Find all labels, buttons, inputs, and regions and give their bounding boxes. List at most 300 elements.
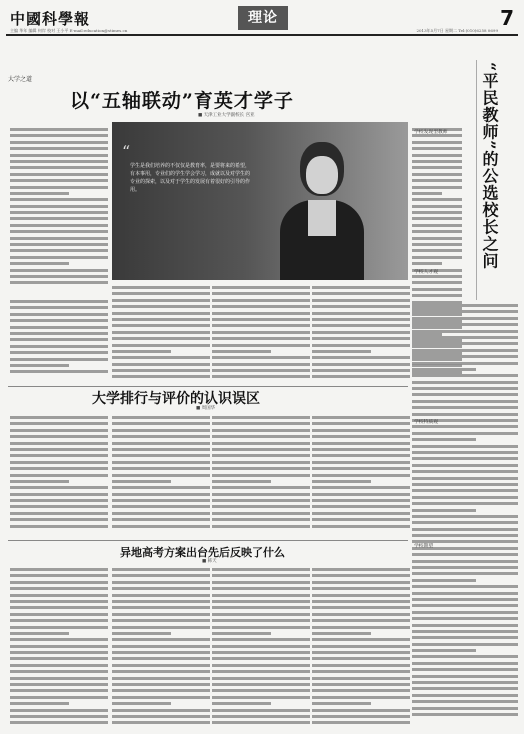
text-line — [412, 585, 518, 588]
text-line — [412, 502, 518, 505]
text-line — [212, 337, 310, 340]
text-line — [412, 636, 518, 639]
text-line — [10, 677, 108, 680]
text-line — [412, 349, 518, 352]
section-divider — [8, 386, 408, 387]
text-line — [412, 700, 518, 703]
text-line — [212, 505, 310, 508]
text-line — [10, 664, 108, 667]
text-line — [10, 651, 108, 654]
text-line — [10, 370, 108, 373]
text-line — [112, 318, 210, 321]
text-line — [212, 324, 310, 327]
text-line — [112, 350, 171, 353]
text-line — [112, 689, 210, 692]
text-line — [112, 568, 210, 571]
text-line — [412, 387, 518, 390]
text-line — [10, 657, 108, 660]
text-line — [212, 709, 310, 712]
newspaper-title: 中國科學報 — [10, 10, 91, 28]
text-line — [10, 683, 108, 686]
text-line — [10, 313, 108, 316]
text-line — [412, 205, 462, 208]
text-line — [312, 305, 410, 308]
text-line — [312, 499, 410, 502]
text-line — [212, 677, 310, 680]
text-line — [10, 581, 108, 584]
text-line — [112, 632, 171, 635]
text-line — [412, 592, 518, 595]
text-line — [10, 319, 108, 322]
second-text-column-1 — [10, 416, 108, 536]
text-line — [412, 198, 462, 201]
text-line — [10, 217, 108, 220]
text-line — [212, 518, 310, 521]
text-line — [312, 350, 371, 353]
text-line — [10, 518, 108, 521]
text-line — [312, 651, 410, 654]
text-line — [412, 310, 518, 313]
text-line — [112, 594, 210, 597]
third-headline: 异地高考方案出台先后反映了什么 — [120, 546, 285, 559]
text-line — [112, 613, 210, 616]
text-line — [112, 344, 210, 347]
text-line — [412, 294, 462, 297]
text-line — [412, 224, 462, 227]
text-line — [412, 342, 518, 345]
text-line — [112, 696, 210, 699]
text-line — [10, 486, 108, 489]
text-line — [112, 606, 210, 609]
text-line — [212, 587, 310, 590]
side-subhead-3: 学校特质观 — [414, 420, 438, 425]
text-line — [412, 323, 518, 326]
text-line — [212, 493, 310, 496]
text-line — [112, 422, 210, 425]
text-line — [212, 721, 310, 724]
text-line — [10, 512, 108, 515]
text-line — [10, 499, 108, 502]
text-line — [312, 461, 410, 464]
text-line — [10, 568, 108, 571]
text-line — [10, 364, 69, 367]
text-line — [212, 512, 310, 515]
text-line — [312, 448, 410, 451]
text-line — [10, 689, 108, 692]
text-line — [10, 632, 69, 635]
text-line — [10, 493, 108, 496]
section-divider-2 — [8, 540, 408, 541]
text-line — [212, 448, 310, 451]
text-line — [412, 483, 518, 486]
text-line — [112, 600, 210, 603]
text-line — [112, 581, 210, 584]
text-line — [412, 655, 518, 658]
text-line — [10, 594, 108, 597]
text-line — [112, 657, 210, 660]
second-text-column-2 — [112, 416, 210, 536]
text-line — [412, 243, 462, 246]
text-line — [10, 709, 108, 712]
text-line — [10, 243, 108, 246]
side-subhead-1: 学校发现型教师 — [414, 130, 448, 135]
text-line — [112, 587, 210, 590]
text-line — [312, 594, 410, 597]
text-line — [212, 606, 310, 609]
text-line — [112, 369, 210, 372]
text-line — [212, 312, 310, 315]
text-line — [112, 356, 210, 359]
text-line — [312, 664, 410, 667]
main-byline: ■ 天津工业大学副校长 宫亚 — [198, 113, 255, 118]
text-line — [112, 331, 210, 334]
text-line — [112, 683, 210, 686]
text-line — [10, 128, 108, 131]
text-line — [412, 579, 476, 582]
text-line — [112, 619, 210, 622]
section-tag: 理论 — [238, 6, 288, 30]
third-byline: ■ 韩天 — [202, 559, 217, 564]
text-line — [312, 709, 410, 712]
text-line — [412, 330, 518, 333]
text-line — [412, 355, 518, 358]
text-line — [112, 337, 210, 340]
text-line — [10, 230, 108, 233]
text-line — [112, 454, 210, 457]
text-line — [312, 286, 410, 289]
text-line — [112, 670, 210, 673]
text-line — [112, 702, 171, 705]
text-line — [212, 356, 310, 359]
text-line — [212, 574, 310, 577]
text-line — [412, 393, 518, 396]
text-line — [412, 713, 518, 716]
text-line — [212, 363, 310, 366]
text-line — [412, 374, 518, 377]
text-line — [312, 318, 410, 321]
text-line — [212, 461, 310, 464]
text-line — [112, 486, 210, 489]
portrait-figure — [276, 136, 368, 276]
text-line — [10, 256, 108, 259]
text-line — [412, 381, 518, 384]
text-line — [10, 338, 108, 341]
text-line — [112, 677, 210, 680]
text-line — [10, 237, 108, 240]
text-line — [412, 566, 518, 569]
text-line — [10, 179, 108, 182]
text-line — [10, 134, 108, 137]
text-line — [10, 300, 108, 303]
text-line — [312, 568, 410, 571]
text-line — [10, 275, 108, 278]
text-line — [112, 715, 210, 718]
text-line — [312, 574, 410, 577]
text-line — [412, 147, 462, 150]
text-line — [212, 454, 310, 457]
text-line — [212, 375, 310, 378]
text-line — [412, 687, 518, 690]
text-line — [212, 331, 310, 334]
text-line — [10, 345, 108, 348]
text-line — [212, 318, 310, 321]
text-line — [112, 626, 210, 629]
text-line — [412, 413, 518, 416]
text-line — [112, 435, 210, 438]
text-line — [312, 369, 410, 372]
text-line — [412, 572, 518, 575]
text-line — [412, 281, 462, 284]
text-line — [412, 707, 518, 710]
text-line — [10, 211, 108, 214]
text-line — [312, 525, 410, 528]
text-line — [112, 474, 210, 477]
text-line — [312, 715, 410, 718]
text-line — [10, 721, 108, 724]
second-headline: 大学排行与评价的认识误区 — [92, 391, 260, 407]
text-line — [10, 467, 108, 470]
text-line — [10, 587, 108, 590]
text-line — [212, 651, 310, 654]
text-line — [10, 435, 108, 438]
text-line — [312, 606, 410, 609]
text-line — [212, 299, 310, 302]
feature-photo — [112, 122, 408, 280]
text-line — [10, 606, 108, 609]
third-text-column-4 — [312, 568, 410, 728]
text-line — [212, 486, 310, 489]
text-line — [412, 662, 518, 665]
main-text-column-5 — [312, 286, 410, 382]
text-line — [312, 683, 410, 686]
text-line — [112, 638, 210, 641]
text-line — [312, 702, 371, 705]
text-line — [412, 368, 476, 371]
text-line — [112, 324, 210, 327]
text-line — [10, 192, 69, 195]
text-line — [412, 470, 518, 473]
text-line — [212, 369, 310, 372]
text-line — [10, 205, 108, 208]
text-line — [212, 581, 310, 584]
text-line — [312, 324, 410, 327]
text-line — [412, 262, 442, 265]
text-line — [10, 154, 108, 157]
text-line — [212, 416, 310, 419]
text-line — [212, 350, 271, 353]
text-line — [412, 154, 462, 157]
text-line — [412, 445, 518, 448]
text-line — [212, 467, 310, 470]
text-line — [112, 292, 210, 295]
text-line — [10, 454, 108, 457]
text-line — [412, 521, 518, 524]
text-line — [112, 505, 210, 508]
text-line — [212, 499, 310, 502]
text-line — [312, 613, 410, 616]
text-line — [10, 696, 108, 699]
text-line — [112, 664, 210, 667]
text-line — [412, 515, 518, 518]
text-line — [312, 645, 410, 648]
text-line — [112, 305, 210, 308]
main-text-column-1 — [10, 128, 108, 293]
text-line — [312, 512, 410, 515]
second-byline: ■ 周国华 — [196, 406, 216, 411]
text-line — [412, 553, 518, 556]
text-line — [412, 256, 462, 259]
text-line — [312, 363, 410, 366]
text-line — [10, 702, 69, 705]
text-line — [212, 657, 310, 660]
text-line — [412, 237, 462, 240]
text-line — [312, 493, 410, 496]
text-line — [412, 179, 462, 182]
text-line — [312, 670, 410, 673]
text-line — [10, 422, 108, 425]
text-line — [412, 451, 518, 454]
text-line — [10, 505, 108, 508]
text-line — [412, 230, 462, 233]
text-line — [212, 474, 310, 477]
text-line — [412, 496, 518, 499]
side-text-column — [412, 304, 518, 724]
text-line — [212, 429, 310, 432]
text-line — [412, 643, 518, 646]
text-line — [212, 664, 310, 667]
text-line — [10, 269, 108, 272]
text-line — [312, 657, 410, 660]
text-line — [412, 406, 518, 409]
text-line — [312, 299, 410, 302]
text-line — [112, 467, 210, 470]
text-line — [412, 438, 476, 441]
text-line — [10, 141, 108, 144]
text-line — [412, 611, 518, 614]
quote-mark-icon: “ — [122, 142, 131, 161]
third-text-column-3 — [212, 568, 310, 728]
text-line — [312, 416, 410, 419]
text-line — [212, 670, 310, 673]
text-line — [412, 624, 518, 627]
text-line — [112, 518, 210, 521]
text-line — [10, 281, 108, 284]
text-line — [412, 457, 518, 460]
text-line — [112, 499, 210, 502]
text-line — [10, 306, 108, 309]
text-line — [10, 670, 108, 673]
text-line — [10, 147, 108, 150]
text-line — [312, 454, 410, 457]
text-line — [412, 464, 518, 467]
text-line — [412, 598, 518, 601]
text-line — [212, 702, 271, 705]
text-line — [10, 638, 108, 641]
text-line — [212, 305, 310, 308]
text-line — [10, 474, 108, 477]
text-line — [312, 435, 410, 438]
text-line — [312, 442, 410, 445]
text-line — [212, 638, 310, 641]
text-line — [10, 715, 108, 718]
text-line — [412, 217, 462, 220]
text-line — [412, 681, 518, 684]
text-line — [312, 422, 410, 425]
text-line — [212, 594, 310, 597]
text-line — [312, 486, 410, 489]
text-line — [10, 626, 108, 629]
text-line — [412, 160, 462, 163]
text-line — [10, 186, 108, 189]
text-line — [10, 332, 108, 335]
text-line — [312, 474, 410, 477]
text-line — [412, 400, 518, 403]
text-line — [312, 518, 410, 521]
text-line — [112, 286, 210, 289]
text-line — [112, 651, 210, 654]
text-line — [112, 461, 210, 464]
text-line — [412, 186, 462, 189]
text-line — [212, 344, 310, 347]
text-line — [412, 211, 462, 214]
text-line — [412, 141, 462, 144]
text-line — [312, 600, 410, 603]
text-line — [10, 160, 108, 163]
third-text-column-2 — [112, 568, 210, 728]
second-text-column-3 — [212, 416, 310, 536]
column-kicker: 大学之道 — [8, 76, 33, 83]
second-text-column-4 — [312, 416, 410, 536]
text-line — [412, 560, 518, 563]
text-line — [212, 480, 271, 483]
text-line — [212, 292, 310, 295]
text-line — [212, 645, 310, 648]
text-line — [312, 587, 410, 590]
text-line — [212, 696, 310, 699]
text-line — [112, 448, 210, 451]
text-line — [412, 304, 518, 307]
text-line — [112, 312, 210, 315]
text-line — [212, 689, 310, 692]
text-line — [10, 442, 108, 445]
text-line — [10, 613, 108, 616]
text-line — [112, 363, 210, 366]
text-line — [312, 344, 410, 347]
main-text-column-2 — [10, 300, 108, 382]
text-line — [212, 683, 310, 686]
text-line — [10, 574, 108, 577]
photo-pull-quote: 学生是我们培养的不仅仅是教育率，是要将来的希望，有本事用，专业们的学生学会学习，成就以及对学生的专业的探索，以及对于学生的发展有着很好的引导的作用。 — [130, 163, 251, 193]
text-line — [10, 525, 108, 528]
text-line — [412, 362, 518, 365]
text-line — [312, 619, 410, 622]
text-line — [412, 668, 518, 671]
text-line — [412, 489, 518, 492]
text-line — [212, 568, 310, 571]
text-line — [412, 432, 518, 435]
text-line — [112, 645, 210, 648]
text-line — [412, 173, 462, 176]
text-line — [412, 528, 518, 531]
text-line — [312, 505, 410, 508]
text-line — [10, 262, 69, 265]
text-line — [112, 480, 171, 483]
text-line — [412, 249, 462, 252]
text-line — [112, 525, 210, 528]
side-column-title: “平民教师”的公选校长之问 — [480, 62, 499, 270]
text-line — [10, 249, 108, 252]
text-line — [212, 626, 310, 629]
